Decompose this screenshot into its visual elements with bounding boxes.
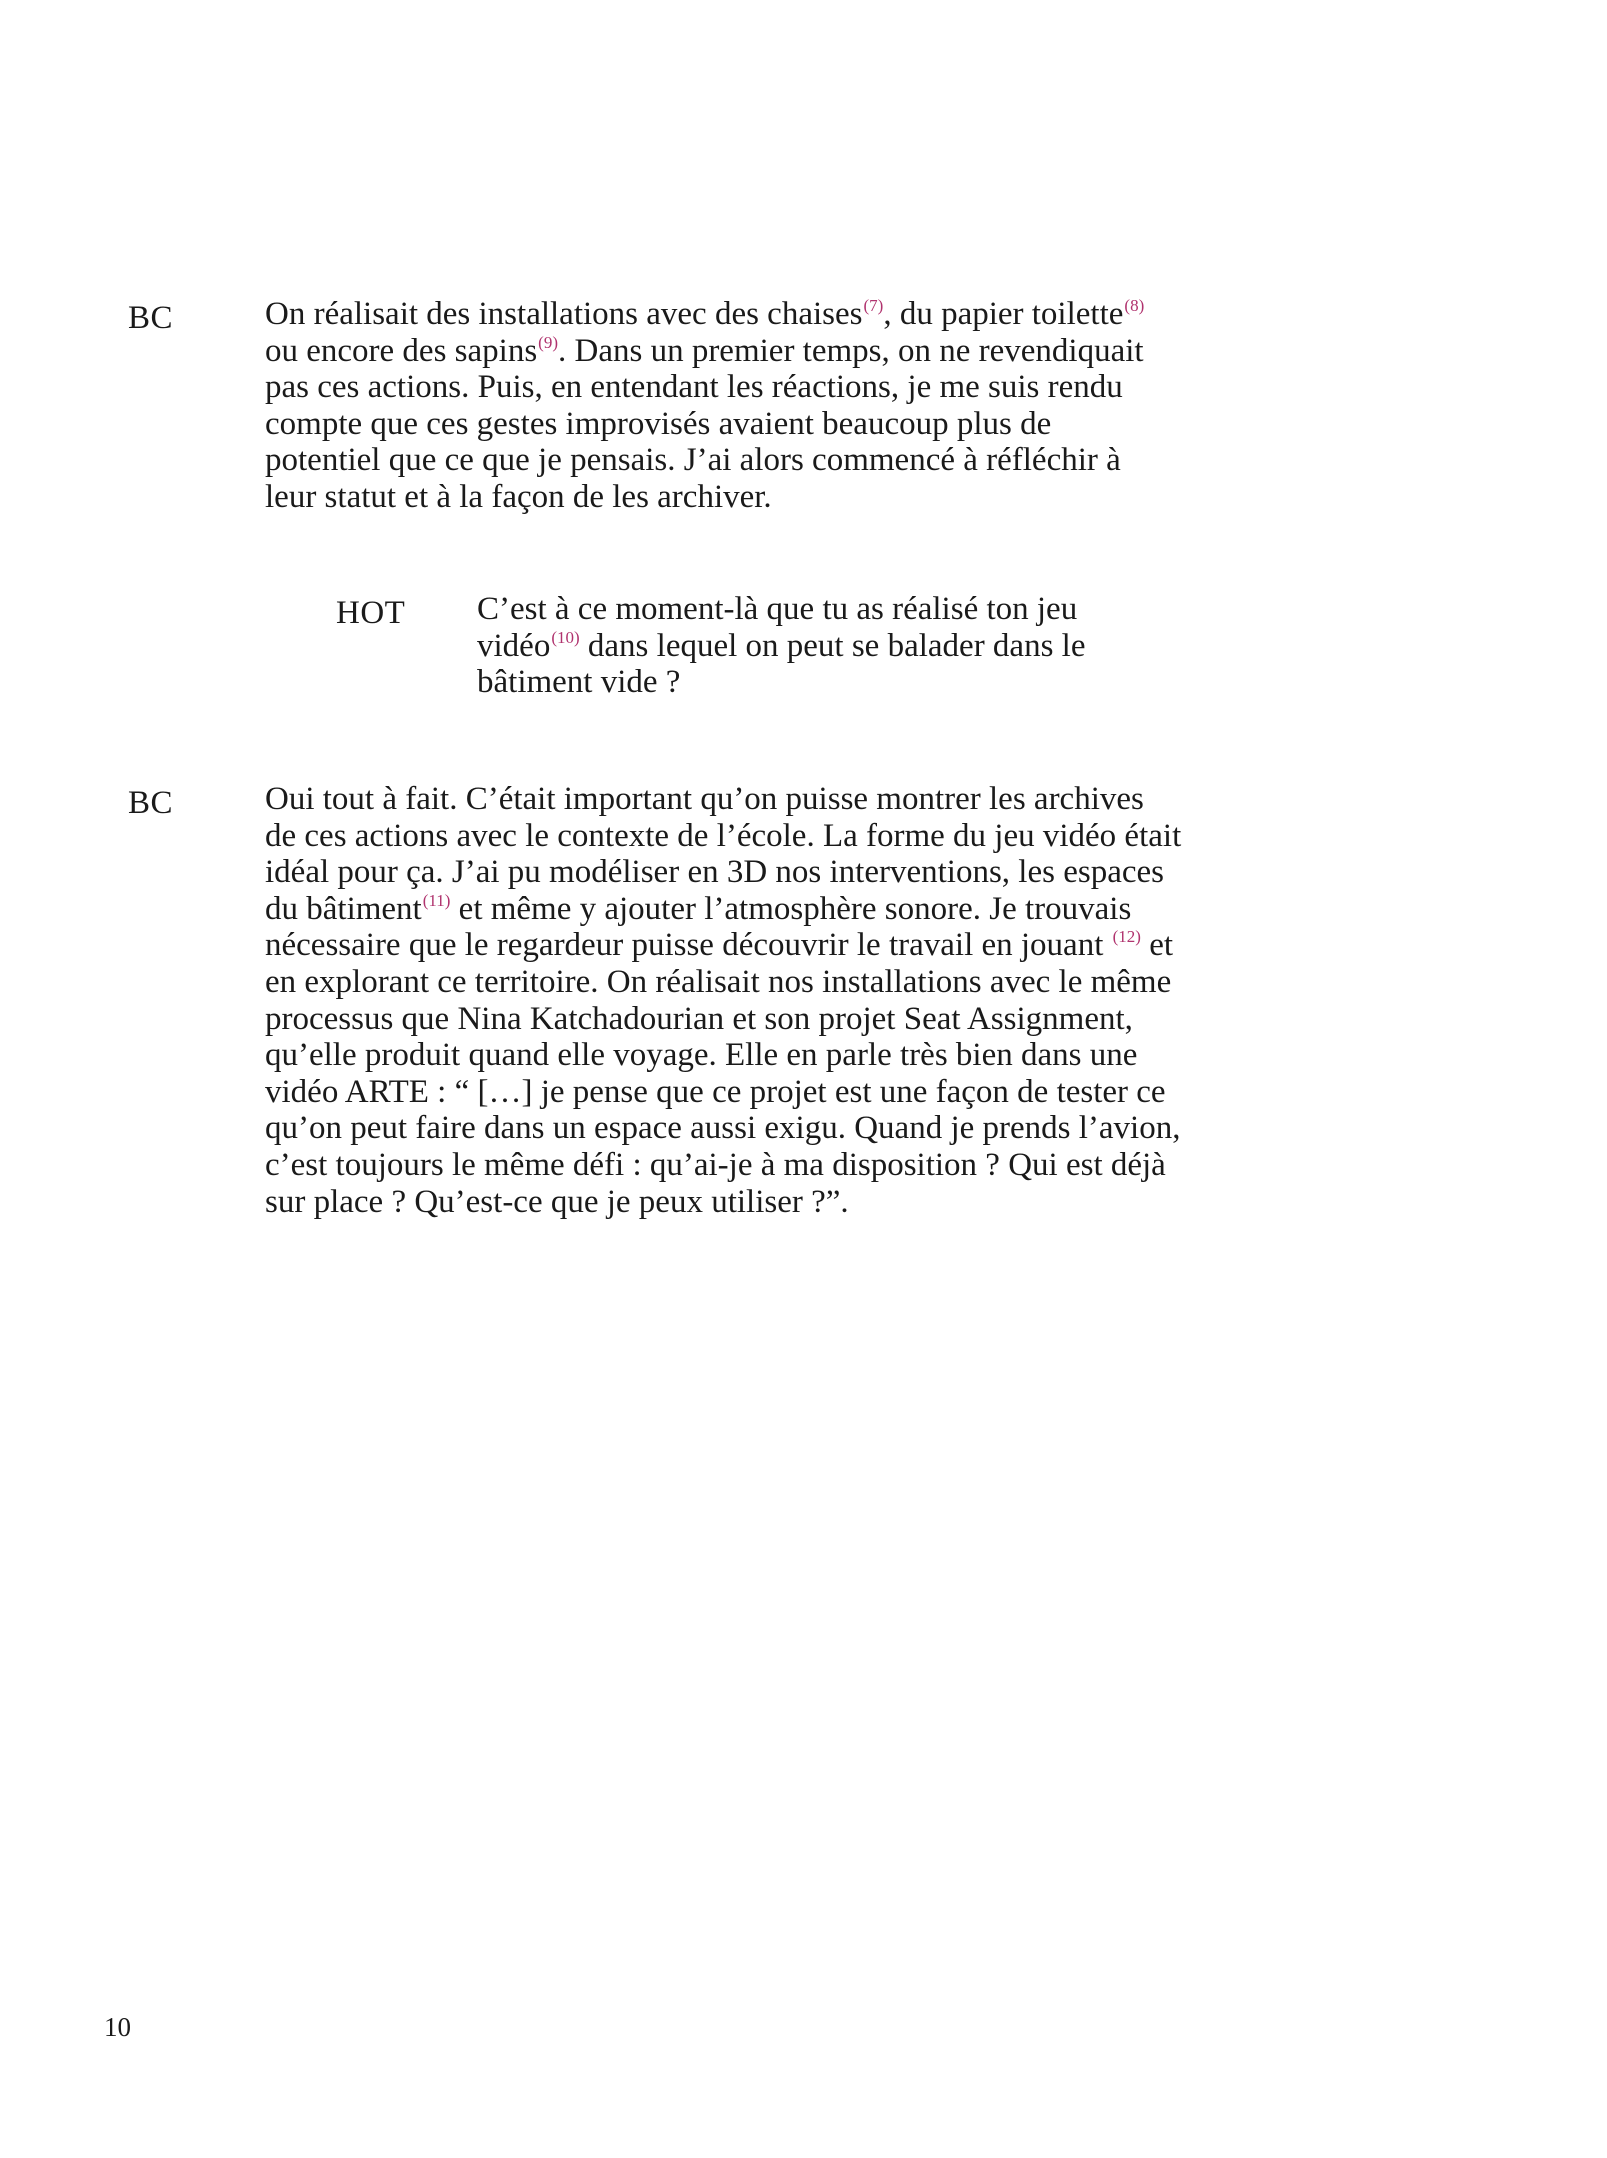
speaker-label-bc: BC <box>128 300 174 336</box>
text-line: c’est toujours le même défi : qu’ai-je à ma disposition ? Qui est déjà <box>265 1146 1166 1183</box>
text-line: processus que Nina Katchadourian et son projet Seat Assignment, <box>265 1000 1133 1037</box>
page-number: 10 <box>104 2012 131 2042</box>
answer-paragraph-1 <box>265 296 1144 516</box>
text-line: compte que ces gestes improvisés avaient beaucoup plus de <box>265 405 1052 442</box>
question-paragraph <box>477 591 1085 701</box>
footnote-ref-7[interactable]: (7) <box>863 296 884 315</box>
text-line: Oui tout à fait. C’était important qu’on puisse montrer les archives <box>265 781 1144 817</box>
text-line: C’est à ce moment-là que tu as réalisé ton jeu <box>477 591 1078 627</box>
text-line: de ces actions avec le contexte de l’école. La forme du jeu vidéo était <box>265 817 1182 854</box>
footnote-ref-10[interactable]: (10) <box>551 627 580 647</box>
text-line: leur statut et à la façon de les archiver. <box>265 478 772 515</box>
footnote-ref-12[interactable]: (12) <box>1112 927 1141 947</box>
speaker-label-hot: HOT <box>336 595 406 631</box>
text-line: vidéo$^{(10)}$ dans lequel on peut se balader dans le <box>477 627 1086 664</box>
text-line: idéal pour ça. J’ai pu modéliser en 3D nos interventions, les espaces <box>265 854 1164 891</box>
text-line: bâtiment vide ? <box>477 664 681 701</box>
text-line: en explorant ce territoire. On réalisait nos installations avec le même <box>265 963 1172 1000</box>
text-line: qu’elle produit quand elle voyage. Elle en parle très bien dans une <box>265 1037 1138 1074</box>
text-line: nécessaire que le regardeur puisse découvrir le travail en jouant $^{(12)}$ et <box>265 927 1174 964</box>
footnote-ref-8[interactable]: (8) <box>1124 296 1145 315</box>
text-line: ou encore des sapins$^{(9)}$. Dans un premier temps, on ne revendiquait <box>265 332 1144 369</box>
footnote-ref-9[interactable]: (9) <box>538 332 558 352</box>
text-line: qu’on peut faire dans un espace aussi exigu. Quand je prends l’avion, <box>265 1110 1181 1147</box>
answer-paragraph-2 <box>265 781 1181 1220</box>
speaker-label-bc: BC <box>128 785 174 821</box>
text-line: vidéo ARTE : “ […] je pense que ce projet est une façon de tester ce <box>265 1073 1166 1110</box>
text-line: du bâtiment$^{(11)}$ et même y ajouter l’atmosphère sonore. Je trouvais <box>265 890 1132 927</box>
text-line: pas ces actions. Puis, en entendant les réactions, je me suis rendu <box>265 369 1123 406</box>
text-line: On réalisait des installations avec des chaises$^{(7)}$, du papier toilette$^{(8)}$ <box>265 296 1145 332</box>
footnote-ref-11[interactable]: (11) <box>422 890 451 910</box>
text-line: potentiel que ce que je pensais. J’ai alors commencé à réfléchir à <box>265 442 1121 479</box>
text-line: sur place ? Qu’est-ce que je peux utiliser ?”. <box>265 1183 849 1220</box>
